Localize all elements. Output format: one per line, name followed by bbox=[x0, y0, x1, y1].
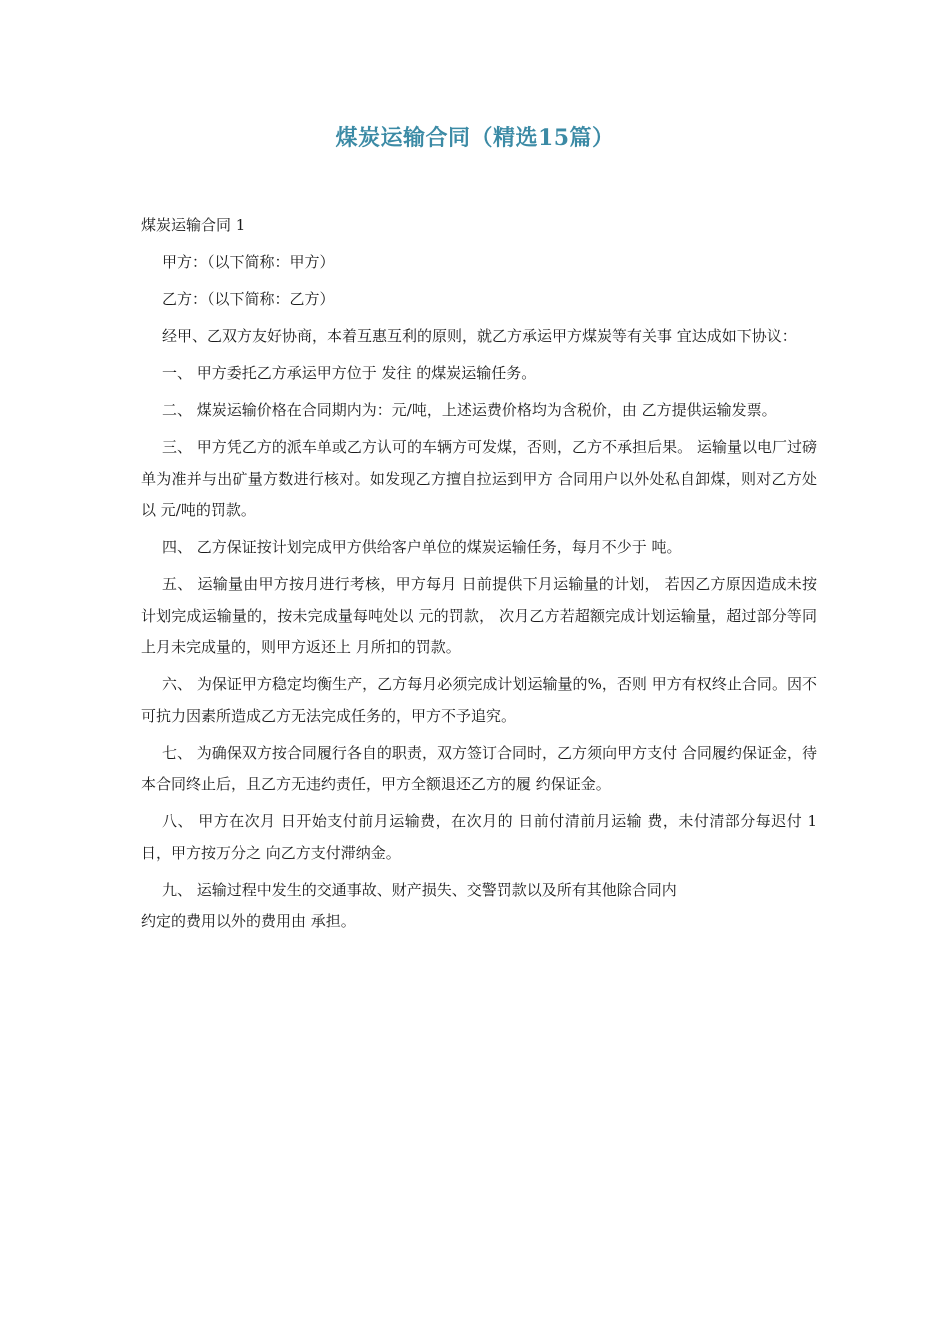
clause-9-continuation: 约定的费用以外的费用由 承担。 bbox=[141, 912, 356, 930]
clause-1: 一、 甲方委托乙方承运甲方位于 发往 的煤炭运输任务。 bbox=[162, 364, 537, 382]
document-body bbox=[141, 210, 817, 943]
document-title: 煤炭运输合同（精选15篇） bbox=[335, 125, 615, 151]
section-heading: 煤炭运输合同 1 bbox=[141, 216, 246, 234]
clause-6: 六、 为保证甲方稳定均衡生产，乙方每月必须完成计划运输量的%，否则 甲方有权终止合同。因不可抗力因素所造成乙方无法完成任务的，甲方不予追究。 bbox=[141, 675, 817, 725]
preamble-paragraph: 经甲、乙双方友好协商，本着互惠互利的原则，就乙方承运甲方煤炭等有关事 宜达成如下协议： bbox=[162, 327, 797, 345]
clause-3: 三、 甲方凭乙方的派车单或乙方认可的车辆方可发煤，否则，乙方不承担后果。 运输量以电厂过磅单为准并与出矿量方数进行核对。如发现乙方擅自拉运到甲方 合同用户以外处私自卸煤，则对乙方处以 元/吨的罚款。 bbox=[141, 438, 817, 519]
party-a-line: 甲方：（以下简称：甲方） bbox=[162, 253, 335, 271]
clause-2: 二、 煤炭运输价格在合同期内为：元/吨，上述运费价格均为含税价，由 乙方提供运输发票。 bbox=[162, 401, 777, 419]
clause-8: 八、 甲方在次月 日开始支付前月运输费，在次月的 日前付清前月运输 费，未付清部分每迟付 1 日，甲方按万分之 向乙方支付滞纳金。 bbox=[141, 812, 817, 862]
clause-4: 四、 乙方保证按计划完成甲方供给客户单位的煤炭运输任务，每月不少于 吨。 bbox=[162, 538, 682, 556]
clause-5: 五、 运输量由甲方按月进行考核，甲方每月 日前提供下月运输量的计划， 若因乙方原因造成未按计划完成运输量的，按未完成量每吨处以 元的罚款， 次月乙方若超额完成计划运输量，超过部分等同上月未完成量的，则甲方返还上 月所扣的罚款。 bbox=[141, 575, 817, 656]
party-b-line: 乙方：（以下简称：乙方） bbox=[162, 290, 335, 308]
clause-9: 九、 运输过程中发生的交通事故、财产损失、交警罚款以及所有其他除合同内 bbox=[162, 880, 677, 899]
clause-7: 七、 为确保双方按合同履行各自的职责，双方签订合同时，乙方须向甲方支付 合同履约保证金，待本合同终止后，且乙方无违约责任，甲方全额退还乙方的履 约保证金。 bbox=[141, 743, 817, 793]
